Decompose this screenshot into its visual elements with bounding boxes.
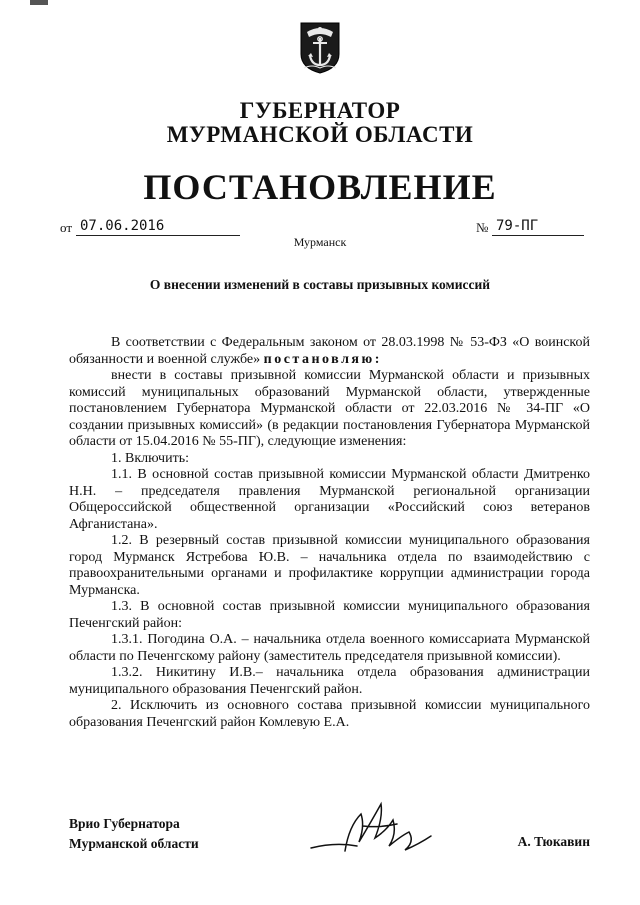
- page-corner-mark: [30, 0, 48, 5]
- document-subject: О внесении изменений в составы призывных комиссий: [149, 277, 491, 292]
- coat-of-arms-icon: [298, 20, 342, 75]
- body-paragraph: 2. Исключить из основного состава призывной комиссии муниципального образования Печенгский район Комлевую Е.А.: [69, 698, 590, 730]
- signatory-position: [69, 814, 199, 854]
- signatory-name: А. Тюкавин: [517, 834, 590, 849]
- document-body: [69, 328, 590, 731]
- document-number: 79-ПГ: [492, 218, 584, 236]
- document-type-title: ПОСТАНОВЛЕНИЕ: [143, 167, 497, 207]
- body-paragraph: 1.3.1. Погодина О.А. – начальника отдела военного комиссариата Мурманской области по Печенгскому району (заместитель председателя призывной комиссии).: [69, 632, 590, 664]
- number-prefix: №: [476, 220, 489, 235]
- intro-text: В соответствии с Федеральным законом от 28.03.1998 № 53-ФЗ «О воинской обязанности и военной службе»: [69, 335, 590, 367]
- body-paragraph: внести в составы призывной комиссии Мурманской области и призывных комиссий муниципальных образований Мурманской области, утвержденные постановлением Губернатора Мурманской области от 22.03.2016 № 34-ПГ «О создании призывных комиссий» (в редакции постановления Губернатора Мурманской области от 15.04.2016 № 55-ПГ), следующие изменения:: [69, 368, 590, 449]
- document-date: 07.06.2016: [76, 218, 240, 236]
- decree-keyword: постановляю:: [263, 351, 382, 367]
- body-paragraph: 1.3.2. Никитину И.В.– начальника отдела образования администрации муниципального образования Печенгский район.: [69, 665, 590, 697]
- body-paragraph-intro: [69, 335, 590, 368]
- body-paragraph: 1.1. В основной состав призывной комиссии Мурманской области Дмитренко Н.Н. – председателя правления Мурманской региональной организации Общероссийской общественной организации «Российский союз ветеранов Афганистана».: [69, 467, 590, 532]
- body-paragraph: 1. Включить:: [111, 450, 189, 466]
- body-paragraph: 1.2. В резервный состав призывной комиссии муниципального образования город Мурманск Ястребова Ю.В. – начальника отдела по взаимодействию с правоохранительными органами и профилактике коррупции администрации города Мурманска.: [69, 533, 590, 598]
- document-city: Мурманск: [293, 235, 347, 249]
- body-paragraph: 1.3. В основной состав призывной комиссии муниципального образования Печенгский район:: [69, 599, 590, 631]
- org-title-line2: МУРМАНСКОЙ ОБЛАСТИ: [166, 122, 474, 147]
- org-title-line1: ГУБЕРНАТОР: [239, 98, 401, 123]
- signatory-position-line2: Мурманской области: [69, 836, 199, 851]
- handwritten-signature: [305, 796, 445, 864]
- date-prefix: от: [60, 220, 73, 235]
- signatory-position-line1: Врио Губернатора: [69, 816, 180, 831]
